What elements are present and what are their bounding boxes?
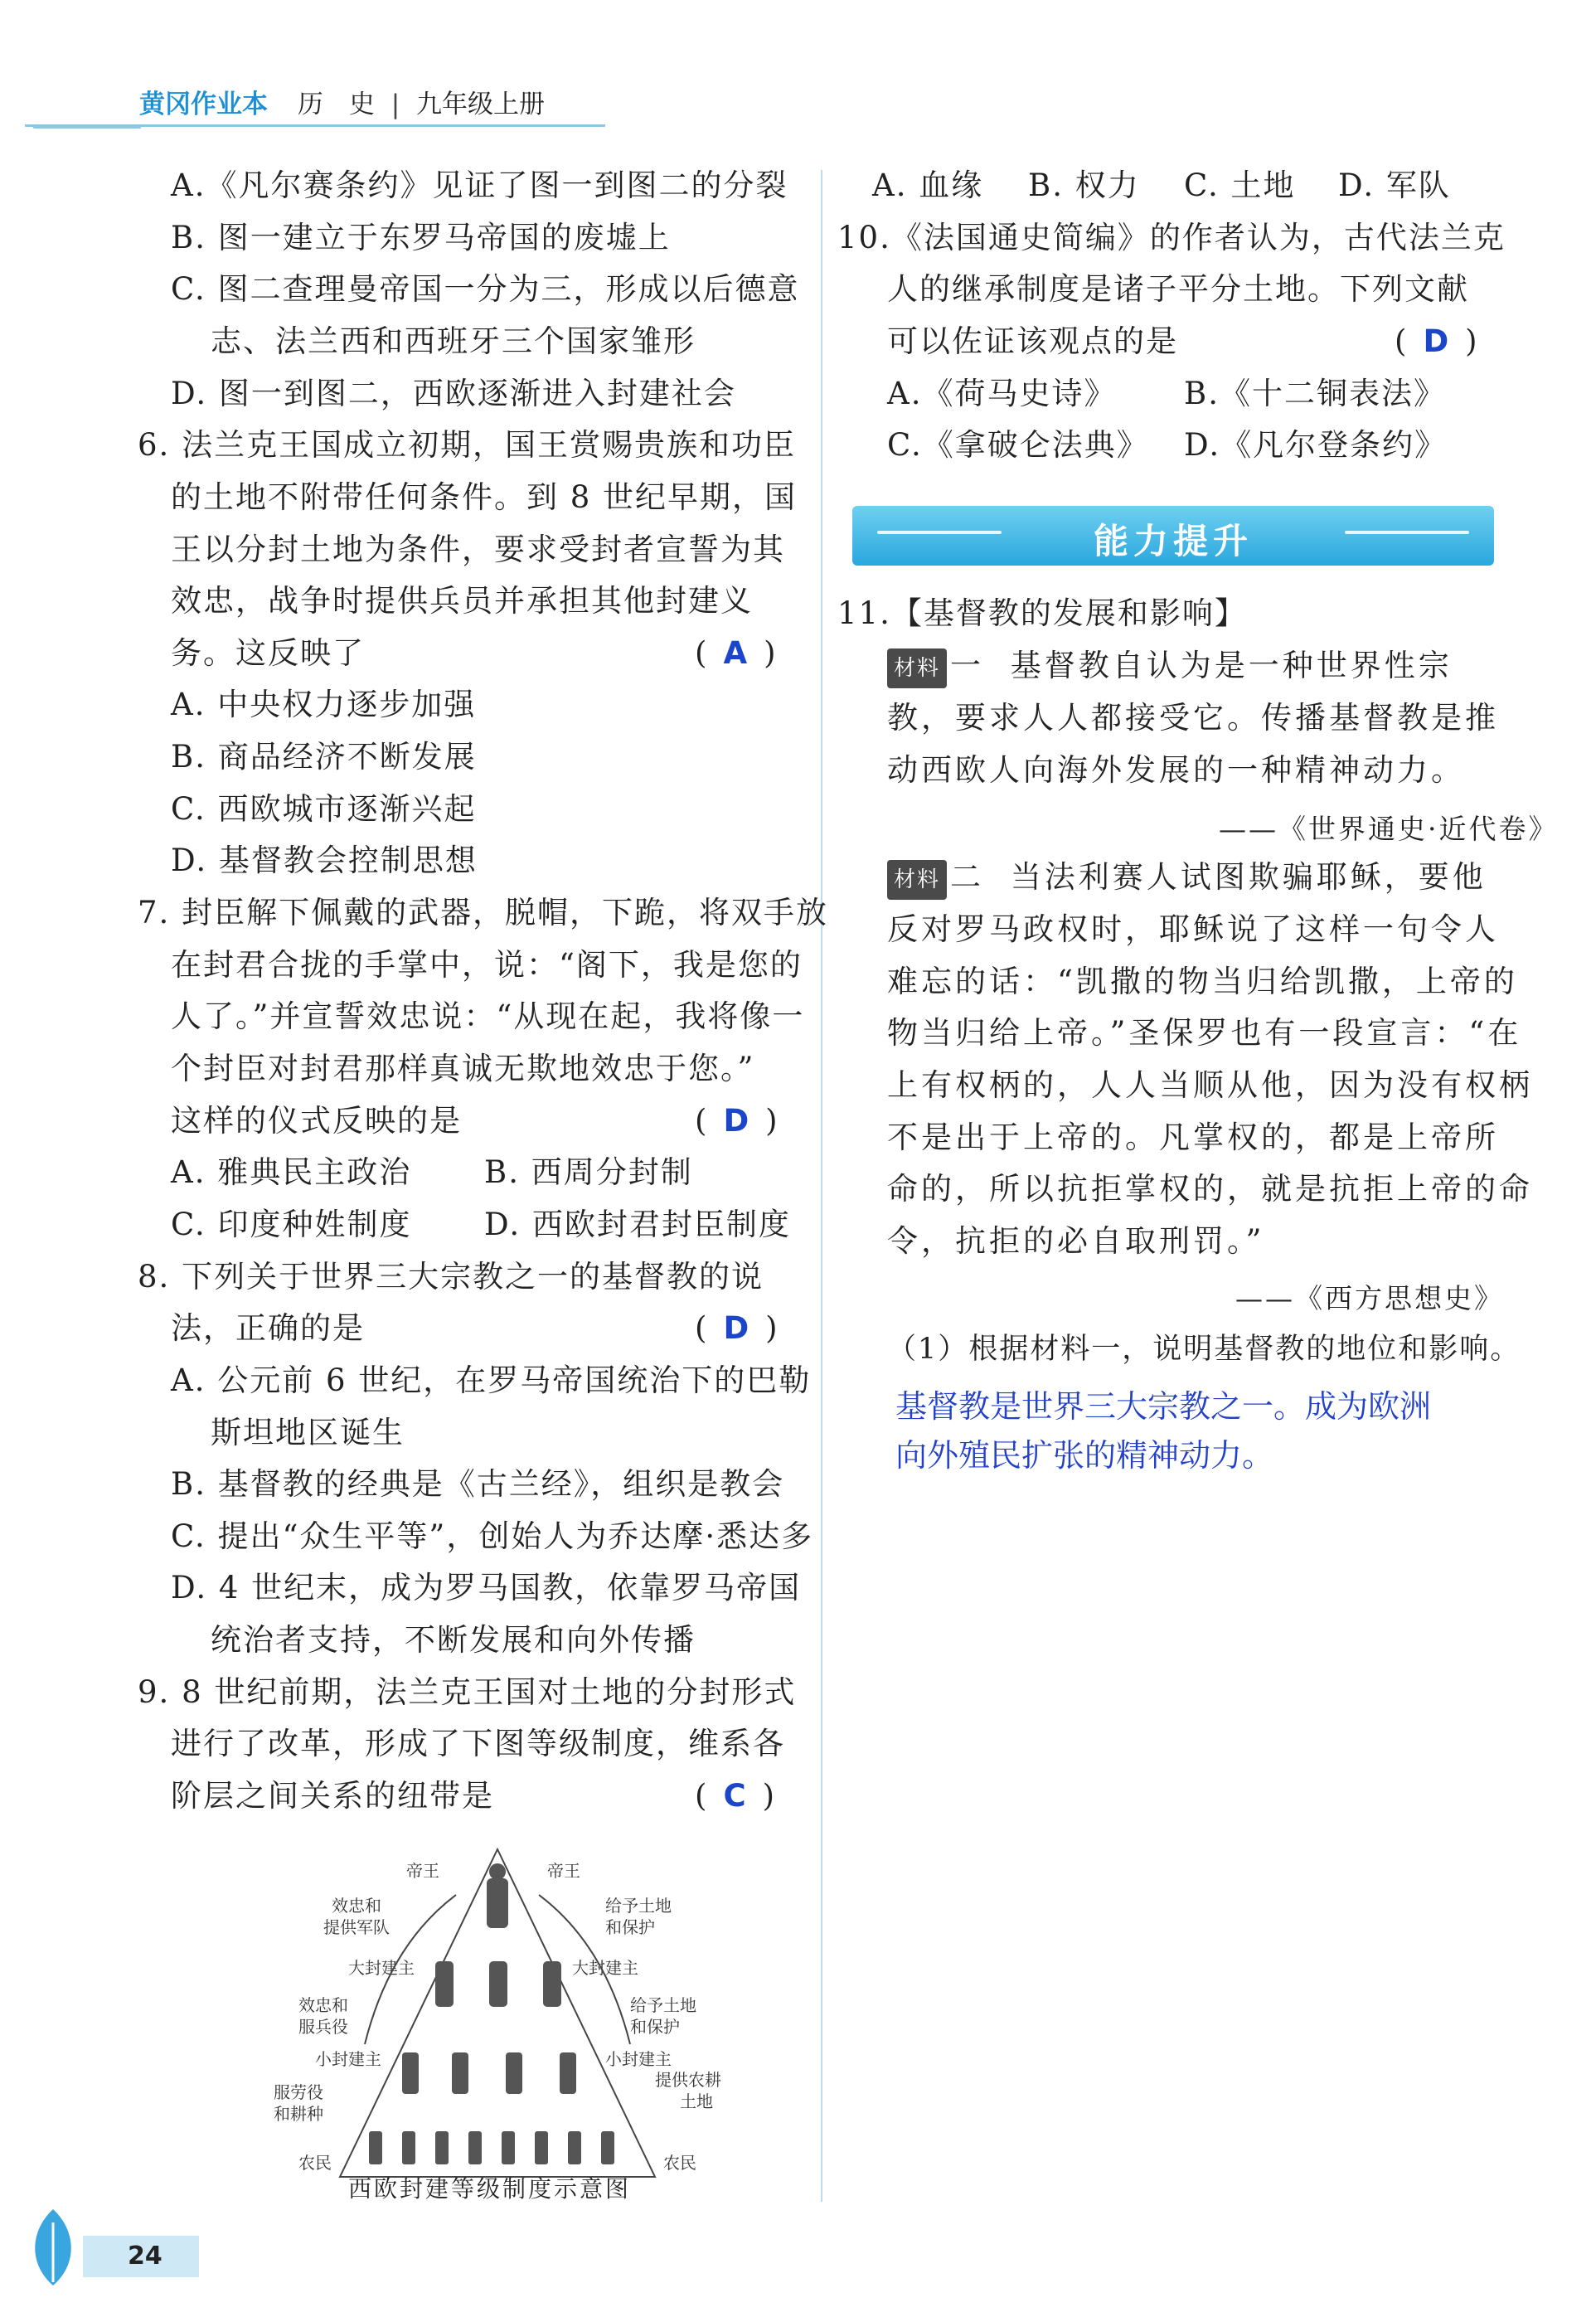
q5-option: C. 图二查理曼帝国一分为三，形成以后德意 (171, 271, 800, 307)
q7-stem: 个封臣对封君那样真诚无欺地效忠于您。” (171, 1051, 755, 1086)
material2-text: 不是出于上帝的。凡掌权的，都是上帝所 (887, 1120, 1499, 1155)
material1-line (887, 648, 1453, 688)
peasant-figure (435, 2131, 449, 2164)
vassal-figure (506, 2052, 522, 2094)
q9-option: B. 权力 (1028, 168, 1140, 203)
header-grade: 九年级上册 (416, 90, 546, 119)
label-grant-1: 给予土地 (605, 1896, 672, 1916)
q5-option-cont: 志、法兰西和西班牙三个国家雏形 (211, 323, 696, 359)
material-num: 一 (950, 648, 983, 683)
q6-answer: A (723, 635, 748, 671)
q6-option: C. 西欧城市逐渐兴起 (171, 791, 477, 827)
vassal-figure (402, 2052, 419, 2094)
label-grant-2: 给予土地 (630, 1995, 696, 2015)
q10-option: D.《凡尔登条约》 (1184, 427, 1448, 463)
leaf-icon (25, 2206, 81, 2289)
material2-text: 上有权柄的，人人当顺从他，因为没有权柄 (887, 1067, 1533, 1103)
label-loyalty-2b: 服兵役 (298, 2017, 348, 2037)
q7-option: A. 雅典民主政治 (171, 1154, 412, 1190)
q6-stem: 效忠，战争时提供兵员并承担其他封建义 (171, 583, 753, 619)
q10-option: C.《拿破仑法典》 (887, 427, 1149, 463)
q8-stem: 8. 下列关于世界三大宗教之一的基督教的说 (138, 1259, 764, 1295)
q8-answer-bracket: ( D ) (695, 1310, 778, 1346)
q11-sub1: （1）根据材料一，说明基督教的地位和影响。 (887, 1333, 1521, 1366)
material2-text: 反对罗马政权时，耶稣说了这样一句令人 (887, 911, 1499, 947)
q9-answer: C (723, 1778, 746, 1814)
q10-stem: 10.《法国通史简编》的作者认为，古代法兰克 (837, 220, 1506, 255)
q8-option-cont: 斯坦地区诞生 (211, 1415, 405, 1450)
peasant-figure (468, 2131, 482, 2164)
label-farmland-b: 土地 (680, 2091, 713, 2111)
header-swoosh (0, 80, 142, 129)
label-king-right: 帝王 (547, 1861, 580, 1881)
peasant-figure (568, 2131, 581, 2164)
material2-text: 难忘的话：“凯撒的物当归给凯撒，上帝的 (887, 964, 1518, 999)
lord-figure (543, 1961, 561, 2007)
lord-figure (489, 1961, 507, 2007)
label-vassal-right: 小封建主 (605, 2049, 672, 2069)
q6-option: A. 中央权力逐步加强 (171, 687, 477, 722)
material-num: 二 (950, 859, 983, 895)
q9-stem: 进行了改革，形成了下图等级制度，维系各 (171, 1726, 785, 1761)
q7-option: B. 西周分封制 (484, 1154, 693, 1190)
q6-option: D. 基督教会控制思想 (171, 843, 478, 878)
label-king-left: 帝王 (406, 1861, 439, 1881)
q6-option: B. 商品经济不断发展 (171, 739, 477, 775)
header-brand: 黄冈作业本 (139, 90, 268, 119)
q11-sub1-answer: 基督教是世界三大宗教之一。成为欧洲 (895, 1388, 1432, 1425)
q11-title: 11.【基督教的发展和影响】 (837, 595, 1247, 631)
q8-option: C. 提出“众生平等”，创始人为乔达摩·悉达多 (171, 1518, 814, 1554)
label-grant-1b: 和保护 (605, 1917, 655, 1937)
q8-option: A. 公元前 6 世纪，在罗马帝国统治下的巴勒 (171, 1363, 812, 1398)
banner-title: 能力提升 (1093, 521, 1253, 561)
q7-stem: 在封君合拢的手掌中，说：“阁下，我是您的 (171, 947, 803, 983)
label-lord-right: 大封建主 (572, 1958, 638, 1978)
king-figure (487, 1878, 508, 1928)
material1-source: ——《世界通史·近代卷》 (1219, 813, 1559, 845)
q10-stem: 可以佐证该观点的是 (887, 323, 1178, 359)
q8-option: B. 基督教的经典是《古兰经》，组织是教会 (171, 1466, 785, 1502)
material1-text: 基督教自认为是一种世界性宗 (1010, 648, 1453, 683)
material-tag: 材料 (887, 648, 947, 688)
q7-stem: 7. 封臣解下佩戴的武器，脱帽，下跪，将双手放 (138, 895, 829, 930)
q10-answer-bracket: ( D ) (1395, 323, 1477, 359)
header-rule (25, 124, 605, 127)
q8-answer: D (723, 1310, 749, 1346)
q10-stem: 人的继承制度是诸子平分土地。下列文献 (887, 271, 1469, 307)
lord-figure (435, 1961, 454, 2007)
label-peasant-left: 农民 (298, 2153, 332, 2173)
vassal-figure (560, 2052, 576, 2094)
vassal-figure (452, 2052, 468, 2094)
label-grant-2b: 和保护 (630, 2017, 680, 2037)
header-subject: 历 史 (297, 90, 375, 119)
q10-answer: D (1423, 323, 1449, 359)
q6-stem: 王以分封土地为条件，要求受封者宣誓为其 (171, 532, 785, 567)
king-head (489, 1863, 506, 1880)
material1-text: 教，要求人人都接受它。传播基督教是推 (887, 700, 1499, 736)
q9-stem: 阶层之间关系的纽带是 (171, 1778, 494, 1814)
peasant-figure (402, 2131, 415, 2164)
label-lord-left: 大封建主 (348, 1958, 415, 1978)
q7-stem: 这样的仪式反映的是 (171, 1103, 462, 1139)
material2-source: ——《西方思想史》 (1235, 1282, 1504, 1314)
label-peasant-right: 农民 (663, 2153, 696, 2173)
material2-text: 令，抗拒的必自取刑罚。” (887, 1223, 1265, 1259)
header-separator: | (391, 90, 400, 119)
material1-text: 动西欧人向海外发展的一种精神动力。 (887, 752, 1465, 788)
label-loyalty-2: 效忠和 (298, 1995, 348, 2015)
q6-stem: 务。这反映了 (171, 635, 365, 671)
label-loyalty-1: 效忠和 (332, 1896, 381, 1916)
q8-option-cont: 统治者支持，不断发展和向外传播 (211, 1622, 696, 1658)
q10-option: B.《十二铜表法》 (1184, 376, 1446, 411)
q5-option: A.《凡尔赛条约》见证了图一到图二的分裂 (171, 168, 788, 203)
q8-option: D. 4 世纪末，成为罗马国教，依靠罗马帝国 (171, 1570, 802, 1605)
q9-option: D. 军队 (1338, 168, 1451, 203)
material-tag: 材料 (887, 860, 947, 900)
peasant-figure (535, 2131, 548, 2164)
material2-line (887, 859, 1487, 900)
q8-stem: 法，正确的是 (171, 1310, 365, 1346)
material2-text: 命的，所以抗拒掌权的，就是抗拒上帝的命 (887, 1171, 1533, 1207)
q9-option: A. 血缘 (872, 168, 984, 203)
label-labor-b: 和耕种 (274, 2104, 323, 2124)
q7-option: D. 西欧封君封臣制度 (484, 1207, 791, 1242)
q9-option: C. 土地 (1184, 168, 1296, 203)
material2-text: 物当归给上帝。”圣保罗也有一段宣言：“在 (887, 1015, 1522, 1051)
page-number: 24 (83, 2236, 199, 2277)
q10-option: A.《荷马史诗》 (887, 376, 1117, 411)
q9-stem: 9. 8 世纪前期，法兰克王国对土地的分封形式 (138, 1674, 797, 1710)
column-divider (821, 170, 822, 2202)
label-vassal-left: 小封建主 (315, 2049, 381, 2069)
q7-answer-bracket: ( D ) (695, 1103, 778, 1139)
q6-answer-bracket: ( A ) (695, 635, 776, 671)
peasant-figure (369, 2131, 382, 2164)
peasant-figure (502, 2131, 515, 2164)
page-header (139, 83, 545, 120)
q6-stem: 6. 法兰克王国成立初期，国王赏赐贵族和功臣 (138, 427, 797, 463)
feudal-hierarchy-diagram (240, 1845, 754, 2193)
label-loyalty-1b: 提供军队 (323, 1917, 390, 1937)
peasant-figure (601, 2131, 614, 2164)
figure-caption: 西欧封建等级制度示意图 (348, 2175, 632, 2203)
label-labor: 服劳役 (274, 2082, 323, 2102)
q11-sub1-answer: 向外殖民扩张的精神动力。 (895, 1437, 1274, 1474)
q5-option: B. 图一建立于东罗马帝国的废墟上 (171, 220, 671, 255)
q7-option: C. 印度种姓制度 (171, 1207, 412, 1242)
q5-option: D. 图一到图二，西欧逐渐进入封建社会 (171, 376, 736, 411)
q7-answer: D (723, 1103, 749, 1139)
q9-answer-bracket: ( C ) (695, 1778, 775, 1814)
section-banner (852, 506, 1494, 566)
q7-stem: 人了。”并宣誓效忠说：“从现在起，我将像一 (171, 998, 805, 1034)
material2-text: 当法利赛人试图欺骗耶稣，要他 (1010, 859, 1487, 895)
label-farmland: 提供农耕 (655, 2070, 721, 2090)
q6-stem: 的土地不附带任何条件。到 8 世纪早期，国 (171, 479, 798, 515)
